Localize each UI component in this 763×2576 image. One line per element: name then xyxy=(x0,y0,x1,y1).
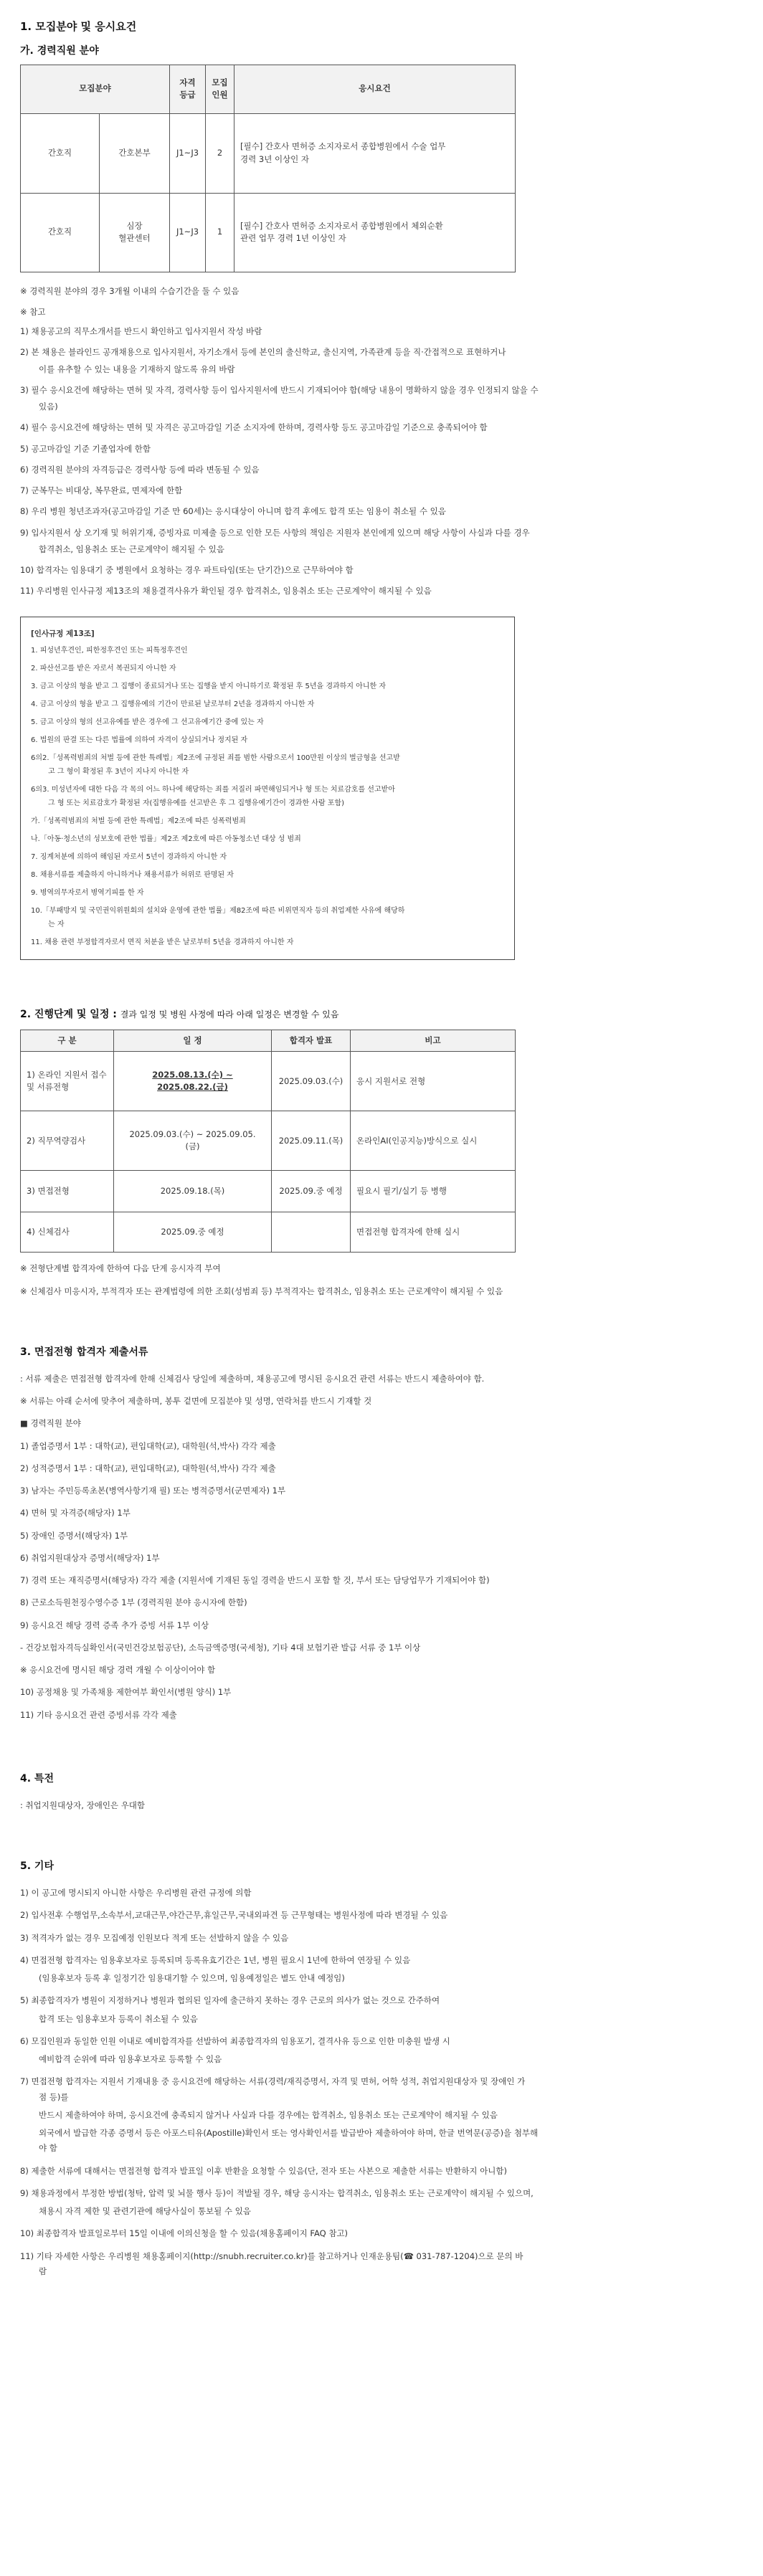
cell-step: 1) 온라인 지원서 접수 및 서류전형 xyxy=(21,1052,114,1111)
cell-count: 2 xyxy=(206,113,234,193)
list-item: 1) 채용공고의 직무소개서를 반드시 확인하고 입사지원서 작성 바람 xyxy=(20,326,262,336)
misc-list xyxy=(20,1887,744,2278)
list-item: 4) 면허 및 자격증(해당자) 1부 xyxy=(20,1508,131,1518)
cell-step: 2) 직무역량검사 xyxy=(21,1111,114,1171)
th-date: 일 정 xyxy=(114,1030,272,1052)
th-requirement: 응시요건 xyxy=(234,65,516,113)
rule-line: 11. 채용 관련 부정합격자로서 면직 처분을 받은 날로부터 5년을 경과하지 아니한 자 xyxy=(31,938,294,947)
table-row xyxy=(21,1171,516,1212)
list-item: 점 등)를 xyxy=(39,2091,69,2102)
list-item: 3) 필수 응시요건에 해당하는 면허 및 자격, 경력사항 등이 입사지원서에 반드시 기재되어야 함(해당 내용이 명확하지 않을 경우 인정되지 않을 수 xyxy=(20,384,539,395)
list-item: 야 함 xyxy=(39,2143,57,2154)
list-item: 6) 모집인원과 동일한 인원 이내로 예비합격자를 선발하여 최종합격자의 임용포기, 결격사유 등으로 인한 미충원 발생 시 xyxy=(20,2035,450,2046)
list-item: 합격 또는 임용후보자 등록이 취소될 수 있음 xyxy=(39,2013,198,2024)
section-5-title: 5. 기타 xyxy=(20,1860,54,1872)
section-1-subtitle: 가. 경력직원 분야 xyxy=(20,44,99,57)
list-item: 1) 이 공고에 명시되지 아니한 사항은 우리병원 관련 규정에 의함 xyxy=(20,1888,252,1898)
list-item: 외국에서 발급한 각종 증명서 등은 아포스티유(Apostille)확인서 또는 영사확인서를 발급받아 제출하여야 하며, 한글 번역문(공증)을 첨부해 xyxy=(39,2128,539,2138)
cell-remark: 필요시 필기/실기 등 병행 xyxy=(351,1171,516,1212)
list-item: 8) 근로소득원천징수영수증 1부 (경력직원 분야 응시자에 한함) xyxy=(20,1597,247,1608)
cell-step: 4) 신체검사 xyxy=(21,1212,114,1253)
list-item: 5) 최종합격자가 병원이 지정하거나 병원과 협의된 일자에 출근하지 못하는 경우 근로의 의사가 없는 것으로 간주하여 xyxy=(20,1995,440,2006)
table-row xyxy=(21,1212,516,1253)
list-item: 8) 제출한 서류에 대해서는 면접전형 합격자 발표일 이후 반환을 요청할 수 있음(단, 전자 또는 사본으로 제출한 서류는 반환하지 아니함) xyxy=(20,2165,508,2176)
rule-line: 가.「성폭력범죄의 처벌 등에 관한 특례법」제2조에 따른 성폭력범죄 xyxy=(31,817,246,826)
section-2-title: 2. 진행단계 및 일정 : 결과 일정 및 병원 사정에 따라 아래 일정은 변경할 수 있음 xyxy=(20,1009,339,1021)
list-item: 5) 공고마감일 기준 기졸업자에 한함 xyxy=(20,443,151,454)
cell-remark: 면접전형 합격자에 한해 실시 xyxy=(351,1212,516,1253)
cell-requirement: [필수] 간호사 면허증 소지자로서 종합병원에서 체외순환 관련 업무 경력 1년 이상인 자 xyxy=(234,193,516,272)
hr-rule-box xyxy=(20,617,515,961)
list-item: 8) 우리 병원 청년조과자(공고마감일 기준 만 60세)는 응시대상이 아니며 합격 후에도 합격 또는 임용이 취소될 수 있음 xyxy=(20,506,446,517)
hr-rule-title: [인사규정 제13조] xyxy=(31,629,95,638)
rule-line: 3. 금고 이상의 형을 받고 그 집행이 종료되거나 또는 집행을 받지 아니하기로 확정된 후 5년을 경과하지 아니한 자 xyxy=(31,683,386,691)
list-item: 7) 군복무는 비대상, 복무완료, 면제자에 한함 xyxy=(20,485,183,495)
rule-line: 6. 법원의 판결 또는 다른 법률에 의하여 자격이 상실되거나 정지된 자 xyxy=(31,736,248,745)
list-item: 3) 적격자가 없는 경우 모집예정 인원보다 적게 또는 선발하지 않을 수 있음 xyxy=(20,1932,289,1943)
cell-step: 3) 면접전형 xyxy=(21,1171,114,1212)
schedule-note: ※ 신체검사 미응시자, 부적격자 또는 관계법령에 의한 조회(성범죄 등) 부적격자는 합격취소, 임용취소 또는 근로계약이 해지될 수 있음 xyxy=(20,1285,503,1296)
list-item: 채용시 자격 제한 및 관련기관에 해당사실이 통보될 수 있음 xyxy=(39,2206,251,2216)
cell-dept: 심장 혈관센터 xyxy=(100,193,170,272)
list-item: 반드시 제출하여야 하며, 응시요건에 충족되지 않거나 사실과 다를 경우에는 합격취소, 임용취소 또는 근로계약이 해지될 수 있음 xyxy=(39,2109,498,2120)
rule-line: 는 자 xyxy=(48,921,65,929)
section-1-title: 1. 모집분야 및 응시요건 xyxy=(20,20,137,33)
section-4-title: 4. 특전 xyxy=(20,1772,54,1784)
document-list xyxy=(20,1373,744,1721)
list-item: 람 xyxy=(39,2266,47,2276)
table-row xyxy=(21,1111,516,1171)
rule-line: 고 그 형이 확정된 후 3년이 지나지 아니한 자 xyxy=(48,768,189,776)
rule-line: 10.「부패방지 및 국민권익위원회의 설치와 운영에 관한 법률」제82조에 따른 비위면직자 등의 취업제한 사유에 해당하 xyxy=(31,907,405,916)
benefit-line: : 취업지원대상자, 장애인은 우대함 xyxy=(20,1800,146,1810)
cell-remark: 온라인AI(인공지능)방식으로 실시 xyxy=(351,1111,516,1171)
rule-line: 1. 피성년후견인, 피한정후견인 또는 피특정후견인 xyxy=(31,647,188,655)
rule-line: 5. 금고 이상의 형의 선고유예를 받은 경우에 그 선고유예기간 중에 있는 자 xyxy=(31,718,264,727)
list-item: 이를 유추할 수 있는 내용을 기재하지 않도록 유의 바람 xyxy=(39,363,235,374)
list-item: ※ 서류는 아래 순서에 맞추어 제출하며, 봉투 겉면에 모집분야 및 성명, 연락처를 반드시 기재할 것 xyxy=(20,1396,372,1406)
rule-line: 나.「아동·청소년의 성보호에 관한 법률」제2조 제2호에 따른 아동청소년 대상 성 범죄 xyxy=(31,835,301,844)
list-item: 11) 기타 자세한 사항은 우리병원 채용홈페이지(http://snubh.recruiter.co.kr)를 참고하거나 인재운용팀(☎ 031-787-1204)으로 문의 바 xyxy=(20,2251,523,2261)
list-item: 1) 졸업증명서 1부 : 대학(교), 편입대학(교), 대학원(석,박사) 각각 제출 xyxy=(20,1440,276,1451)
cell-grade: J1~J3 xyxy=(170,193,206,272)
cell-job: 간호직 xyxy=(21,113,100,193)
recruitment-notice xyxy=(20,19,744,2278)
reference-list xyxy=(20,325,744,598)
rule-line: 2. 파산선고를 받은 자로서 복권되지 아니한 자 xyxy=(31,665,176,673)
list-item: ■ 경력직원 분야 xyxy=(20,1418,81,1429)
th-remark: 비고 xyxy=(351,1030,516,1052)
rule-line: 7. 징계처분에 의하여 해임된 자로서 5년이 경과하지 아니한 자 xyxy=(31,853,227,862)
position-table xyxy=(20,65,516,272)
note-probation: ※ 경력직원 분야의 경우 3개월 이내의 수습기간을 둘 수 있음 xyxy=(20,285,240,296)
section-1-notes xyxy=(20,285,744,319)
list-item: 7) 면접전형 합격자는 지원서 기재내용 중 응시요건에 해당하는 서류(경력/재직증명서, 자격 및 면허, 어학 성적, 취업지원대상자 및 장애인 가 xyxy=(20,2076,526,2087)
section-3-title: 3. 면접전형 합격자 제출서류 xyxy=(20,1346,148,1358)
list-item: 2) 성적증명서 1부 : 대학(교), 편입대학(교), 대학원(석,박사) 각각 제출 xyxy=(20,1463,276,1473)
list-item: 예비합격 순위에 따라 임용후보자로 등록할 수 있음 xyxy=(39,2054,222,2064)
rule-line: 4. 금고 이상의 형을 받고 그 집행유예의 기간이 만료된 날로부터 2년을 경과하지 아니한 자 xyxy=(31,700,315,709)
list-item: 10) 공정채용 및 가족채용 제한여부 확인서(병원 양식) 1부 xyxy=(20,1687,232,1698)
table-row xyxy=(21,113,516,193)
list-item: 7) 경력 또는 재직증명서(해당자) 각각 제출 (지원서에 기재된 동일 경력을 반드시 포함 할 것, 부서 또는 담당업무가 기재되어야 함) xyxy=(20,1575,490,1585)
list-item: 2) 본 채용은 블라인드 공개채용으로 입사지원서, 자기소개서 등에 본인의 출신학교, 출신지역, 가족관계 등을 직·간접적으로 표현하거나 xyxy=(20,347,506,358)
cell-announce: 2025.09.중 예정 xyxy=(272,1171,351,1212)
cell-date: 2025.08.13.(수) ~ 2025.08.22.(금) xyxy=(114,1052,272,1111)
note-reference: ※ 참고 xyxy=(20,306,46,317)
table-row xyxy=(21,193,516,272)
cell-remark: 응시 지원서로 전형 xyxy=(351,1052,516,1111)
cell-date: 2025.09.03.(수) ~ 2025.09.05. (금) xyxy=(114,1111,272,1171)
th-step: 구 분 xyxy=(21,1030,114,1052)
list-item: 합격취소, 임용취소 또는 근로계약이 해지될 수 있음 xyxy=(39,543,224,554)
schedule-table xyxy=(20,1030,516,1253)
list-item: 10) 합격자는 임용대기 중 병원에서 요청하는 경우 파트타임(또는 단기간)으로 근무하여야 함 xyxy=(20,565,354,575)
th-announce: 합격자 발표 xyxy=(272,1030,351,1052)
table-row xyxy=(21,1052,516,1111)
list-item: 있음) xyxy=(39,401,58,412)
cell-requirement: [필수] 간호사 면허증 소지자로서 종합병원에서 수술 업무 경력 3년 이상인 자 xyxy=(234,113,516,193)
cell-announce: 2025.09.11.(목) xyxy=(272,1111,351,1171)
cell-date: 2025.09.18.(목) xyxy=(114,1171,272,1212)
list-item: ※ 응시요건에 명시된 해당 경력 개월 수 이상이어야 함 xyxy=(20,1665,216,1675)
list-item: - 건강보험자격득실확인서(국민건강보험공단), 소득금액증명(국세청), 기타 4대 보험기관 발급 서류 중 1부 이상 xyxy=(20,1642,421,1653)
schedule-note: ※ 전형단계별 합격자에 한하여 다음 단계 응시자격 부여 xyxy=(20,1263,221,1274)
th-field: 모집분야 xyxy=(21,65,170,113)
list-item: (임용후보자 등록 후 일정기간 임용대기할 수 있으며, 임용예정일은 별도 안내 예정임) xyxy=(39,1973,345,1983)
list-item: 9) 채용과정에서 부정한 방법(청탁, 압력 및 뇌물 행사 등)이 적발될 경우, 해당 응시자는 합격취소, 임용취소 또는 근로계약이 해지될 수 있으며, xyxy=(20,2187,534,2198)
th-count: 모집 인원 xyxy=(206,65,234,113)
list-item: : 서류 제출은 면접전형 합격자에 한해 신체검사 당일에 제출하며, 채용공고에 명시된 응시요건 관련 서류는 반드시 제출하여야 함. xyxy=(20,1373,485,1384)
list-item: 2) 입사전후 수행업무,소속부서,교대근무,야간근무,휴일근무,국내외파견 등 근무형태는 병원사정에 따라 변경될 수 있음 xyxy=(20,1910,448,1921)
list-item: 4) 필수 응시요건에 해당하는 면허 및 자격은 공고마감일 기준 소지자에 한하며, 경력사항 등도 공고마감일 기준으로 충족되어야 함 xyxy=(20,422,488,433)
list-item: 9) 응시요건 해당 경력 증족 추가 증빙 서류 1부 이상 xyxy=(20,1620,209,1630)
cell-date: 2025.09.중 예정 xyxy=(114,1212,272,1253)
list-item: 11) 우리병원 인사규정 제13조의 채용결격사유가 확인될 경우 합격취소, 임용취소 또는 근로계약이 해지될 수 있음 xyxy=(20,586,432,597)
rule-line: 6의3. 미성년자에 대한 다음 각 목의 어느 하나에 해당하는 죄를 저질러 파면해임되거나 형 또는 치료감호를 선고받아 xyxy=(31,786,395,794)
rule-line: 6의2.「성폭력범죄의 처벌 등에 관한 특례법」제2조에 규정된 죄를 범한 사람으로서 100만원 이상의 벌금형을 선고받 xyxy=(31,754,400,763)
rule-line: 9. 병역의무자로서 병역기피를 한 자 xyxy=(31,889,144,898)
list-item: 6) 취업지원대상자 증명서(해당자) 1부 xyxy=(20,1552,160,1563)
list-item: 5) 장애인 증명서(해당자) 1부 xyxy=(20,1530,128,1541)
list-item: 9) 입사지원서 상 오기재 및 허위기재, 증빙자료 미제출 등으로 인한 모든 사항의 책임은 지원자 본인에게 있으며 해당 사항이 사실과 다를 경우 xyxy=(20,527,530,538)
rule-line: 8. 채용서류를 제출하지 아니하거나 채용서류가 허위로 판명된 자 xyxy=(31,871,234,880)
list-item: 3) 남자는 주민등록초본(병역사항기재 필) 또는 병적증명서(군면제자) 1부 xyxy=(20,1486,286,1496)
th-grade: 자격 등급 xyxy=(170,65,206,113)
list-item: 4) 면접전형 합격자는 임용후보자로 등록되며 등록유효기간은 1년, 병원 필요시 1년에 한하여 연장될 수 있음 xyxy=(20,1954,411,1965)
cell-count: 1 xyxy=(206,193,234,272)
rule-line: 그 형 또는 치료감호가 확정된 자(집행유예를 선고받은 후 그 집행유예기간이 경과한 사람 포함) xyxy=(48,799,345,808)
list-item: 11) 기타 응시요건 관련 증빙서류 각각 제출 xyxy=(20,1709,177,1720)
list-item: 10) 최종합격자 발표일로부터 15일 이내에 이의신청을 할 수 있음(채용홈페이지 FAQ 참고) xyxy=(20,2228,349,2239)
cell-job: 간호직 xyxy=(21,193,100,272)
cell-grade: J1~J3 xyxy=(170,113,206,193)
cell-announce: 2025.09.03.(수) xyxy=(272,1052,351,1111)
cell-announce xyxy=(272,1212,351,1253)
cell-dept: 간호본부 xyxy=(100,113,170,193)
list-item: 6) 경력직원 분야의 자격등급은 경력사항 등에 따라 변동될 수 있음 xyxy=(20,464,260,475)
